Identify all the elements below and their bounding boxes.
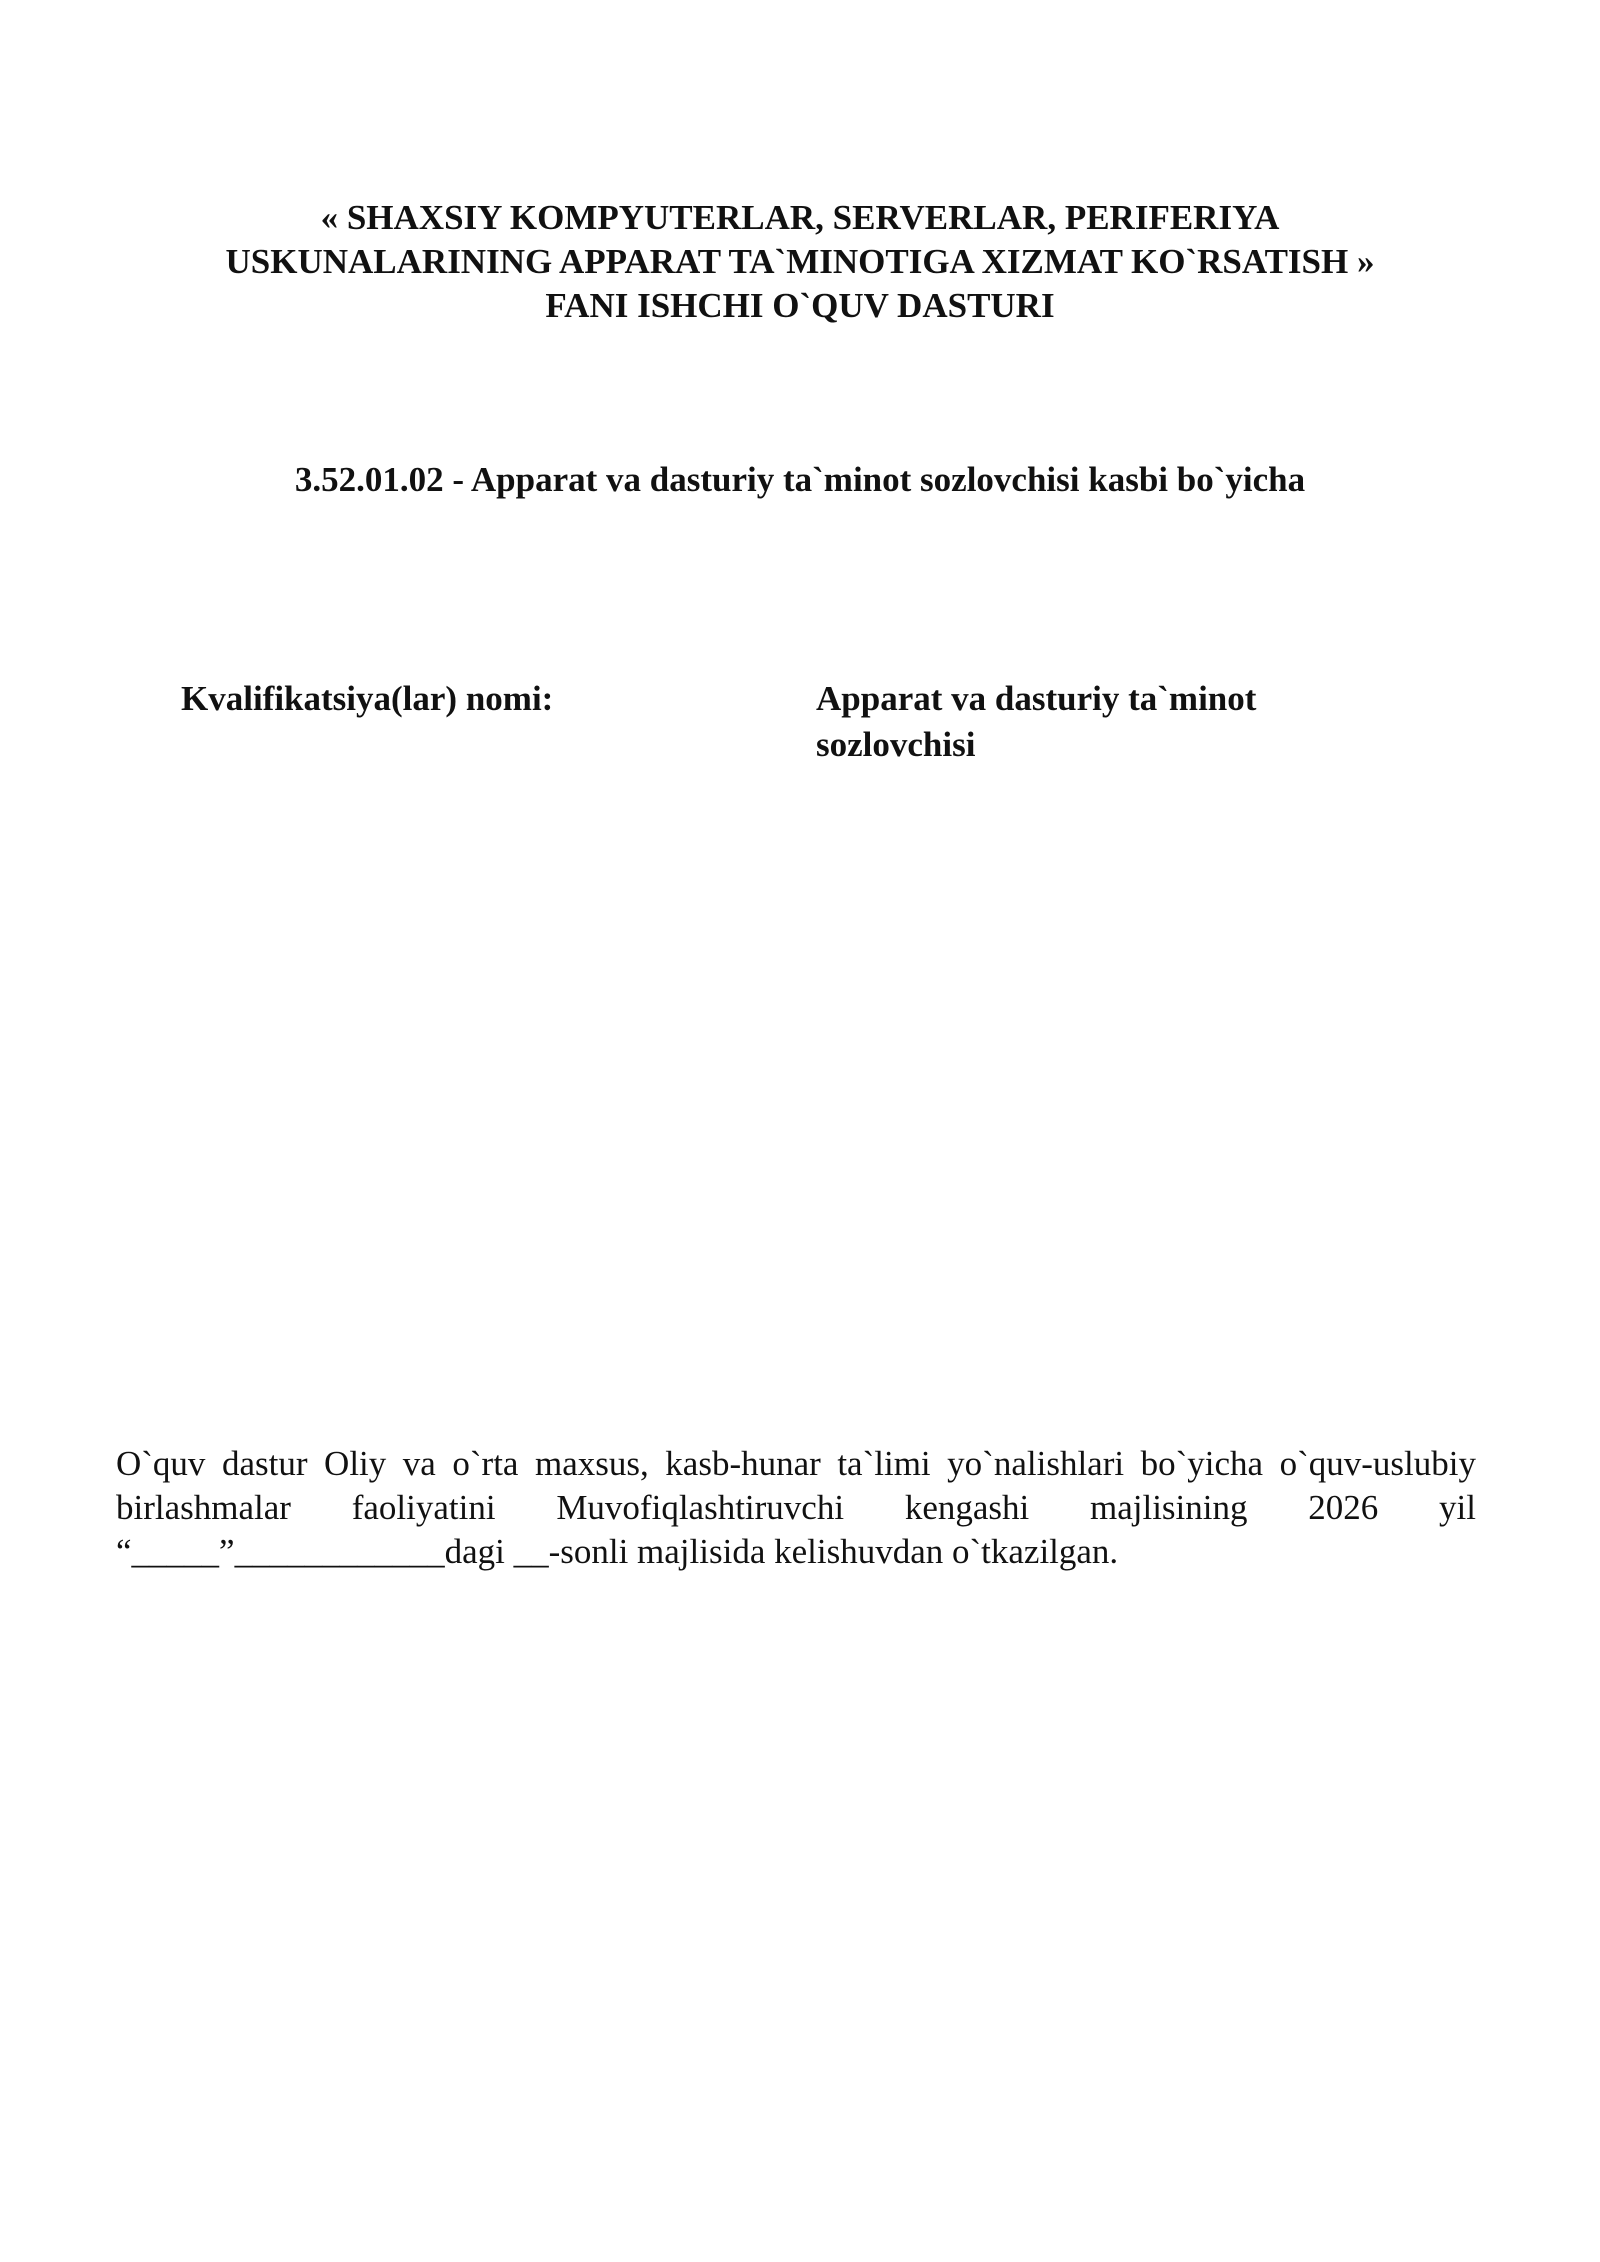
title-line-1: « SHAXSIY KOMPYUTERLAR, SERVERLAR, PERIFERIYA — [320, 198, 1280, 237]
document-title — [120, 196, 1480, 328]
title-line-2: USKUNALARINING APPARAT TA`MINOTIGA XIZMAT KO`RSATISH » — [225, 242, 1375, 281]
specialty-heading: 3.52.01.02 - Apparat va dasturiy ta`minot sozlovchisi kasbi bo`yicha — [294, 460, 1306, 499]
agreement-paragraph: O`quv dastur Oliy va o`rta maxsus, kasb-hunar ta`limi yo`nalishlari bo`yicha o`quv-uslubiy birlashmalar faoliyatini Muvofiqlashtiruvchi kengashi majlisining 2026 yil “_____”____________dagi __-sonli majlisida kelishuvdan o`tkazilgan. — [116, 1444, 1476, 1571]
title-line-3: FANI ISHCHI O`QUV DASTURI — [545, 286, 1055, 325]
qualification-label: Kvalifikatsiya(lar) nomi: — [181, 679, 554, 718]
qualification-value: Apparat va dasturiy ta`minot sozlovchisi — [816, 679, 1257, 764]
